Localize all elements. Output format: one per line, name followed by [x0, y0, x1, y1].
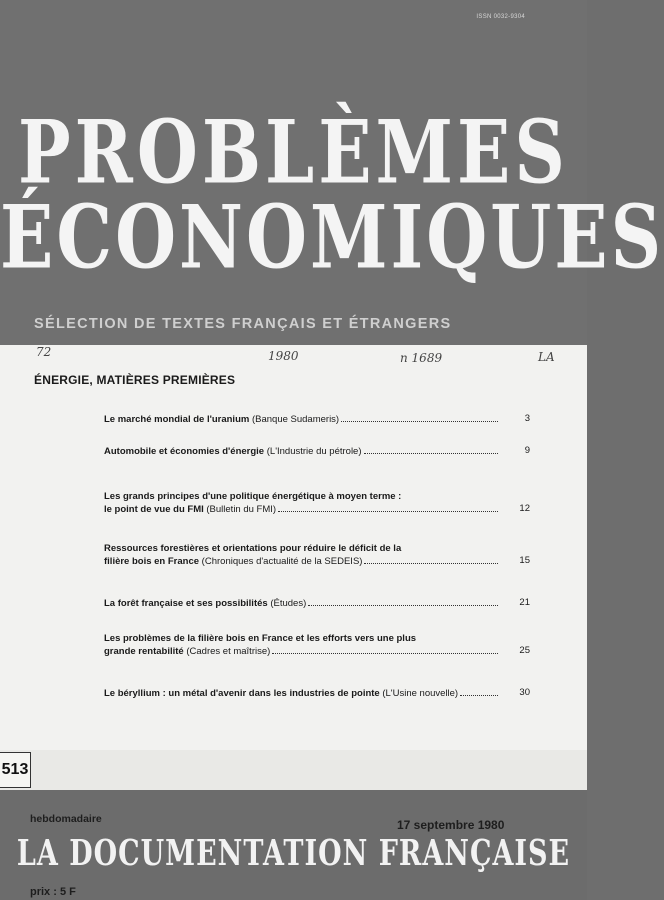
toc-entry-page: 3 — [524, 413, 530, 424]
frequency: hebdomadaire — [30, 813, 102, 825]
issue-number: 513 — [0, 752, 31, 788]
toc-entry — [104, 633, 502, 658]
toc-entry-page: 12 — [519, 503, 530, 514]
dot-leader — [460, 687, 498, 696]
issn: ISSN 0032-9304 — [476, 14, 525, 20]
toc-entry-title: le point de vue du FMI — [104, 504, 204, 515]
dot-leader — [341, 413, 498, 422]
toc-entry — [104, 491, 502, 516]
dot-leader — [364, 555, 498, 564]
toc-entry — [104, 597, 502, 610]
toc-entry-title: Ressources forestières et orientations pour réduire le déficit de la — [104, 543, 402, 554]
handwritten-note-year: 1980 — [268, 349, 299, 363]
dot-leader — [278, 503, 498, 512]
toc-entry — [104, 445, 502, 458]
toc-entry-title: Les grands principes d'une politique énergétique à moyen terme : — [104, 491, 402, 502]
toc-entry-title: La forêt française et ses possibilités — [104, 598, 268, 609]
title-line-1: PROBLÈMES — [18, 100, 569, 204]
issue-tab-strip — [0, 750, 587, 790]
toc-entry-source: (Chroniques d'actualité de la SEDEIS) — [199, 556, 363, 567]
section-title: ÉNERGIE, MATIÈRES PREMIÈRES — [34, 373, 236, 387]
title-line-2: ÉCONOMIQUES — [0, 185, 664, 289]
issue-date: 17 septembre 1980 — [397, 818, 505, 832]
toc-entry-title: Automobile et économies d'énergie — [104, 446, 265, 457]
toc-entry-title: Les problèmes de la filière bois en France et les efforts vers une plus — [104, 633, 417, 644]
toc-entry-page: 30 — [519, 687, 530, 698]
cover-footer — [0, 790, 587, 900]
table-of-contents — [0, 345, 587, 750]
toc-entry-title: Le marché mondial de l'uranium — [104, 414, 250, 425]
toc-entry-page: 21 — [519, 597, 530, 608]
toc-entry-page: 15 — [519, 555, 530, 566]
toc-entry-source: (Études) — [267, 598, 307, 609]
price: prix : 5 F — [30, 886, 76, 898]
toc-entry-page: 9 — [524, 445, 530, 456]
toc-entry-source: (Bulletin du FMI) — [203, 504, 277, 515]
dot-leader — [364, 445, 498, 454]
toc-entry-title: grande rentabilité — [104, 646, 184, 657]
handwritten-note-number: n 1689 — [400, 351, 443, 365]
subtitle: SÉLECTION DE TEXTES FRANÇAIS ET ÉTRANGERS — [34, 316, 452, 332]
handwritten-note-left: 72 — [36, 345, 52, 359]
toc-entry — [104, 543, 502, 568]
toc-entry-source: (L'Industrie du pétrole) — [264, 446, 362, 457]
toc-entry-source: (Cadres et maîtrise) — [183, 646, 271, 657]
toc-entry — [104, 687, 502, 700]
toc-entry-source: (Banque Sudameris) — [249, 414, 340, 425]
toc-entry-title: Le béryllium : un métal d'avenir dans les industries de pointe — [104, 688, 380, 699]
cover-header — [0, 0, 664, 345]
publisher: LA DOCUMENTATION FRANÇAISE — [16, 834, 571, 875]
toc-entry-page: 25 — [519, 645, 530, 656]
dot-leader — [272, 645, 498, 654]
handwritten-note-right: LA — [538, 350, 555, 364]
dot-leader — [308, 597, 498, 606]
toc-entry — [104, 413, 502, 426]
toc-entry-title: filière bois en France — [104, 556, 200, 567]
toc-entry-source: (L'Usine nouvelle) — [379, 688, 459, 699]
